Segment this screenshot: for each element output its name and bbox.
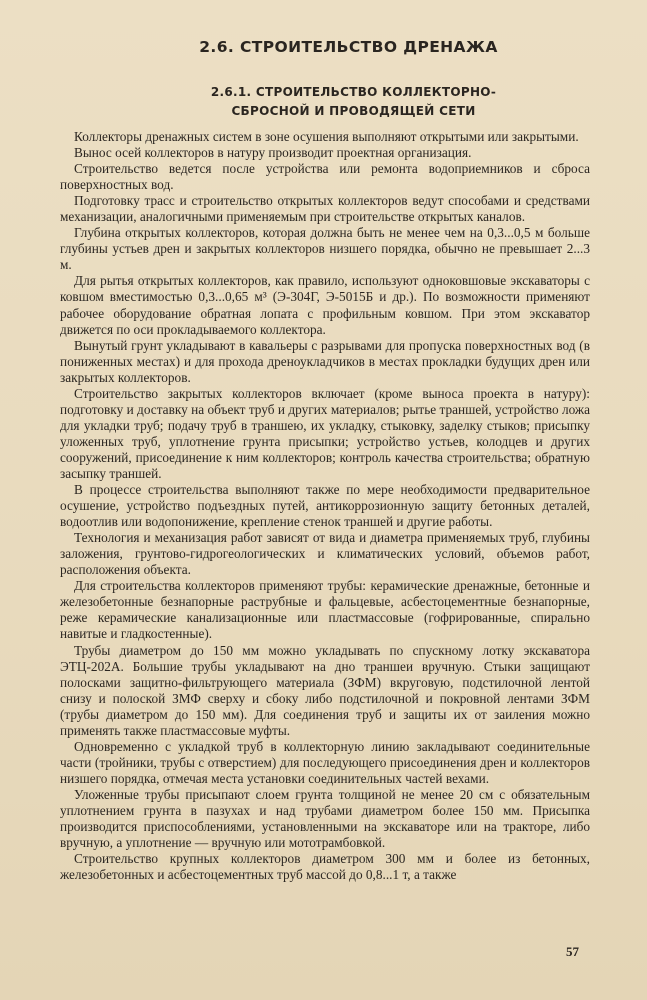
subsection-title-line-2: СБРОСНОЙ И ПРОВОДЯЩЕЙ СЕТИ xyxy=(231,104,476,118)
paragraph: Строительство ведется после устройства или ремонта водоприемников и сброса поверхностных вод. xyxy=(60,161,590,193)
paragraph: Для рытья открытых коллекторов, как правило, используют одноковшовые экскаваторы с ковшом вместимостью 0,3...0,65 м³ (Э-304Г, Э-5015Б и др.). По возможности применяют рабочее оборудование обратная лопата с профильным ковшом. При этом экскаватор движется по оси прокладываемого коллектора. xyxy=(60,273,590,337)
paragraph: Строительство крупных коллекторов диаметром 300 мм и более из бетонных, железобетонных и асбестоцементных труб массой до 0,8...1 т, а также xyxy=(60,851,590,883)
paragraph: Технология и механизация работ зависят от вида и диаметра применяемых труб, глубины заложения, грунтово-гидрогеологических и климатических условий, объемов работ, расположения объекта. xyxy=(60,530,590,578)
page-number: 57 xyxy=(566,944,579,959)
paragraph: Уложенные трубы присыпают слоем грунта толщиной не менее 20 см с обязательным уплотнением грунта в пазухах и над трубами диаметром более 150 мм. Присыпка производится приспособлениями, установленными на экскаваторе или на тракторе, либо вручную, а уплотнение — вручную или мототрамбовкой. xyxy=(60,786,590,851)
subsection-title xyxy=(0,83,647,121)
paragraph: Подготовку трасс и строительство открытых коллекторов ведут способами и средствами механизации, аналогичными применяемым при строительстве открытых каналов. xyxy=(60,193,590,225)
body-text xyxy=(60,129,590,883)
section-title: 2.6. СТРОИТЕЛЬСТВО ДРЕНАЖА xyxy=(199,38,498,56)
paragraph: Строительство закрытых коллекторов включает (кроме выноса проекта в натуру): подготовку и доставку на объект труб и других материалов; рытье траншей, устройство ложа для укладки труб; подачу труб в траншею, их укладку, стыковку, заделку стыков; присыпку уложенных труб, уплотнение грунта присыпки; устройство устьев, колодцев и других сооружений, присоединение к ним коллекторов; контроль качества строительства; обратную засыпку траншей. xyxy=(60,385,590,481)
paragraph: Для строительства коллекторов применяют трубы: керамические дренажные, бетонные и железобетонные безнапорные раструбные и фальцевые, асбестоцементные безнапорные, реже керамические канализационные или пластмассовые (гофрированные, спирально навитые и гладкостенные). xyxy=(60,578,590,642)
subsection-title-line-1: 2.6.1. СТРОИТЕЛЬСТВО КОЛЛЕКТОРНО- xyxy=(210,85,497,99)
paragraph: Одновременно с укладкой труб в коллекторную линию закладывают соединительные части (тройники, трубы с отверстием) для последующего присоединения дрен и коллекторов низшего порядка, отмечая места установки соединительных частей вехами. xyxy=(60,738,590,786)
paragraph: Глубина открытых коллекторов, которая должна быть не менее чем на 0,3...0,5 м больше глубины устьев дрен и закрытых коллекторов низшего порядка, обычно не превышает 2...3 м. xyxy=(60,225,590,273)
paragraph: В процессе строительства выполняют также по мере необходимости предварительное осушение, устройство подъездных путей, антикоррозионную защиту бетонных деталей, водоотлив или водопонижение, крепление стенок траншей и другие работы. xyxy=(60,482,590,530)
paragraph: Коллекторы дренажных систем в зоне осушения выполняют открытыми или закрытыми. xyxy=(74,129,579,144)
paragraph: Трубы диаметром до 150 мм можно укладывать по спускному лотку экскаватора ЭТЦ-202А. Большие трубы укладывают на дно траншеи вручную. Стыки защищают полосками защитно-фильтрующего материала (ЗФМ) вкруговую, подстилочной лентой снизу и полоской ЗМФ сверху и сбоку либо подстилочной и покровной лентами ЗФМ (трубы диаметром до 150 мм). Для соединения труб и защиты их от заиления можно применять также пластмассовые муфты. xyxy=(60,642,590,738)
paragraph: Вынутый грунт укладывают в кавальеры с разрывами для пропуска поверхностных вод (в пониженных местах) и для прохода дреноукладчиков в местах прокладки будущих дрен или закрытых коллекторов. xyxy=(60,337,590,385)
paragraph: Вынос осей коллекторов в натуру производит проектная организация. xyxy=(74,145,472,161)
